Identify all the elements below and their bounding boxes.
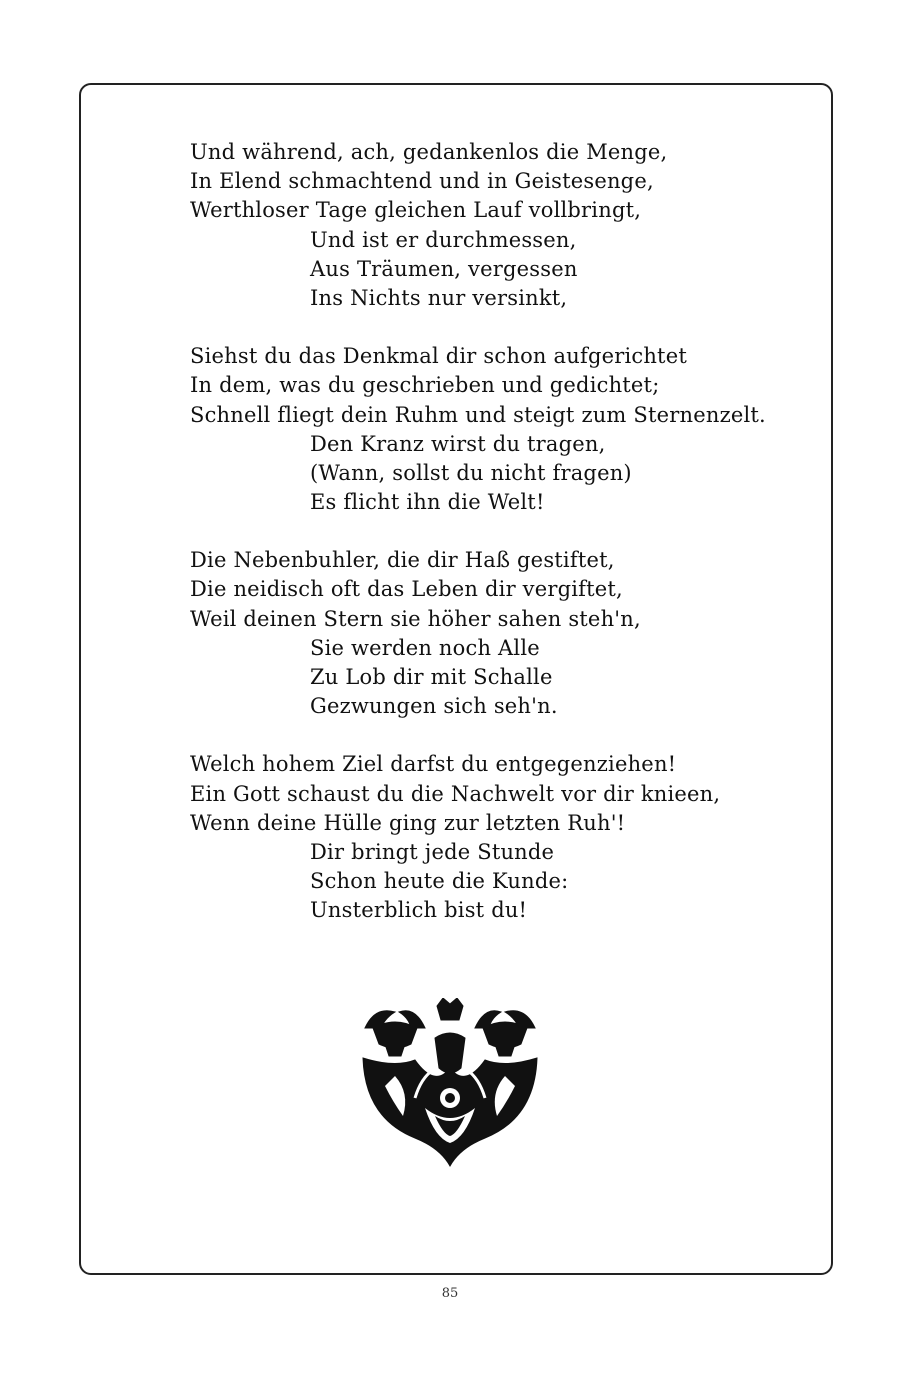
poem-line: Sie werden noch Alle	[310, 635, 540, 660]
stanza	[190, 342, 790, 517]
poem-line: Unsterblich bist du!	[310, 898, 528, 923]
page-number: 85	[441, 1286, 459, 1301]
poem-line: Ins Nichts nur versinkt,	[310, 285, 568, 310]
poem-line: Die neidisch oft das Leben dir vergiftet,	[190, 577, 623, 602]
poem-line: Schnell fliegt dein Ruhm und steigt zum Sternenzelt.	[190, 402, 766, 427]
poem-line: Gezwungen sich seh'n.	[310, 694, 558, 719]
stanza	[190, 138, 790, 313]
poem-line: Werthloser Tage gleichen Lauf vollbringt,	[190, 198, 642, 223]
stanza	[190, 546, 790, 721]
poem-line: Weil deinen Stern sie höher sahen steh'n,	[190, 606, 641, 631]
poem-line: Ein Gott schaust du die Nachwelt vor dir knieen,	[190, 781, 721, 806]
poem-line: In Elend schmachtend und in Geistesenge,	[190, 169, 654, 194]
heraldic-ornament-icon	[355, 998, 545, 1168]
poem-line: Den Kranz wirst du tragen,	[310, 431, 606, 456]
poem-line: (Wann, sollst du nicht fragen)	[310, 460, 632, 485]
poem-line: Die Nebenbuhler, die dir Haß gestiftet,	[190, 548, 615, 573]
poem-line: Und während, ach, gedankenlos die Menge,	[190, 140, 668, 164]
poem	[190, 138, 790, 955]
poem-line: Zu Lob dir mit Schalle	[310, 665, 553, 689]
poem-line: Siehst du das Denkmal dir schon aufgerichtet	[190, 344, 687, 369]
poem-line: Schon heute die Kunde:	[310, 869, 569, 894]
poem-line: Wenn deine Hülle ging zur letzten Ruh'!	[190, 810, 626, 835]
poem-line: Und ist er durchmessen,	[310, 227, 577, 252]
poem-line: Aus Träumen, vergessen	[310, 256, 578, 281]
poem-line: Dir bringt jede Stunde	[310, 839, 555, 864]
poem-line: In dem, was du geschrieben und gedichtet;	[190, 373, 660, 398]
stanza	[190, 750, 790, 925]
poem-line: Welch hohem Ziel darfst du entgegenziehen!	[190, 752, 677, 777]
poem-line: Es flicht ihn die Welt!	[310, 490, 545, 515]
